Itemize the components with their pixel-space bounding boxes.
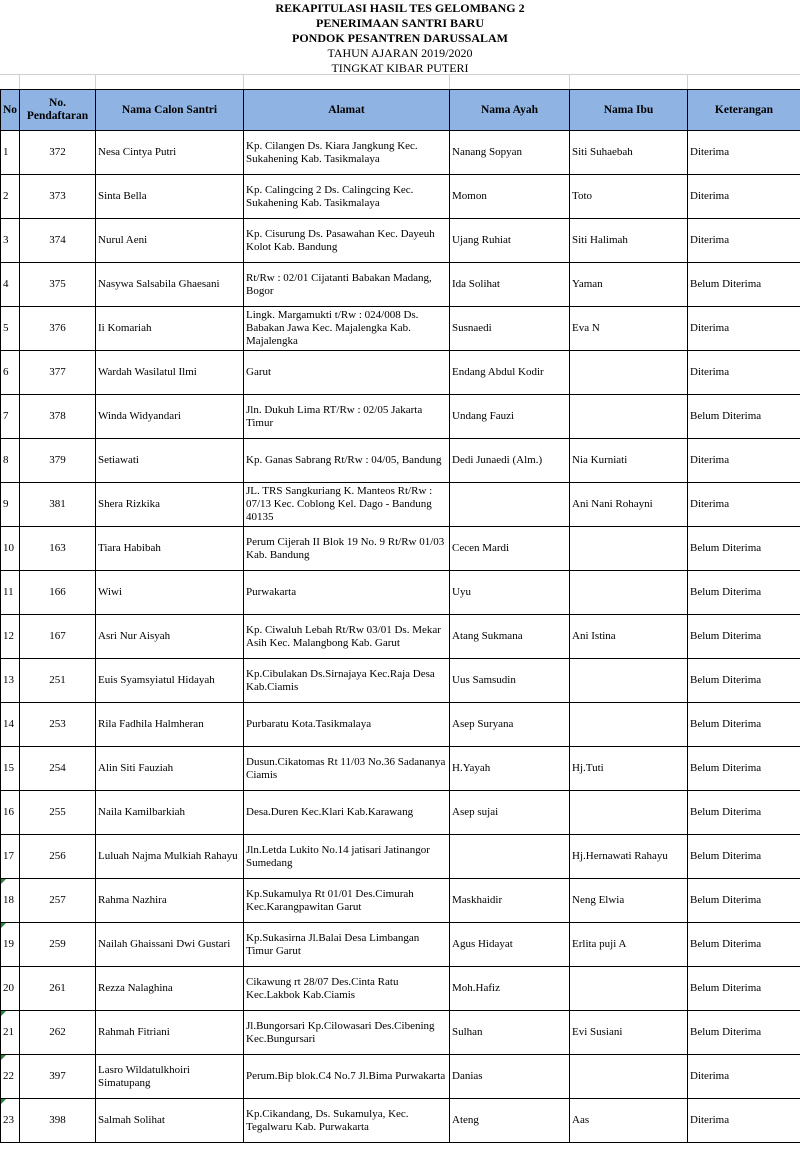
- cell-student-name[interactable]: Rezza Nalaghina: [96, 967, 244, 1011]
- header-no: No: [1, 90, 20, 131]
- cell-no-text: 22: [3, 1070, 14, 1082]
- cell-remarks[interactable]: Belum Diterima: [688, 659, 800, 703]
- cell-student-name[interactable]: Tiara Habibah: [96, 527, 244, 571]
- table-row: [1, 1099, 800, 1143]
- cell-mother-name[interactable]: Evi Susiani: [570, 1011, 688, 1055]
- cell-remarks[interactable]: Diterima: [688, 439, 800, 483]
- table-row: [1, 307, 800, 351]
- report-title: REKAPITULASI HASIL TES GELOMBANG 2: [275, 1, 525, 15]
- cell-father-name[interactable]: Uyu: [450, 571, 570, 615]
- cell-registration-number[interactable]: 261: [20, 967, 96, 1011]
- cell-no[interactable]: 1: [1, 131, 20, 175]
- cell-mother-name[interactable]: Neng Elwia: [570, 879, 688, 923]
- cell-registration-number[interactable]: 255: [20, 791, 96, 835]
- cell-no[interactable]: 14: [1, 703, 20, 747]
- cell-mother-name[interactable]: Toto: [570, 175, 688, 219]
- cell-no[interactable]: 20: [1, 967, 20, 1011]
- cell-father-name[interactable]: Asep Suryana: [450, 703, 570, 747]
- cell-no[interactable]: 5: [1, 307, 20, 351]
- cell-registration-number[interactable]: 373: [20, 175, 96, 219]
- cell-remarks[interactable]: Diterima: [688, 307, 800, 351]
- cell-registration-number[interactable]: 379: [20, 439, 96, 483]
- cell-father-name[interactable]: [450, 483, 570, 527]
- report-subtitle: PENERIMAAN SANTRI BARU: [315, 16, 484, 30]
- table-row: [1, 923, 800, 967]
- cell-registration-number[interactable]: 166: [20, 571, 96, 615]
- cell-no-text: 18: [3, 894, 14, 906]
- cell-address[interactable]: Desa.Duren Kec.Klari Kab.Karawang: [244, 791, 450, 835]
- cell-no[interactable]: 11: [1, 571, 20, 615]
- cell-mother-name[interactable]: [570, 659, 688, 703]
- cell-mother-name[interactable]: Yaman: [570, 263, 688, 307]
- cell-student-name[interactable]: Sinta Bella: [96, 175, 244, 219]
- table-row: [1, 527, 800, 571]
- header-mother-name: Nama Ibu: [570, 90, 688, 131]
- cell-registration-number[interactable]: 256: [20, 835, 96, 879]
- cell-remarks[interactable]: Diterima: [688, 483, 800, 527]
- cell-mother-name[interactable]: Erlita puji A: [570, 923, 688, 967]
- comment-marker-icon: [1, 1099, 6, 1104]
- cell-student-name[interactable]: Ii Komariah: [96, 307, 244, 351]
- cell-address[interactable]: Rt/Rw : 02/01 Cijatanti Babakan Madang, Bogor: [244, 263, 450, 307]
- cell-registration-number[interactable]: 253: [20, 703, 96, 747]
- results-table: [0, 89, 800, 1143]
- cell-no-text: 21: [3, 1026, 14, 1038]
- cell-remarks[interactable]: Belum Diterima: [688, 747, 800, 791]
- table-row: [1, 483, 800, 527]
- cell-address[interactable]: Purwakarta: [244, 571, 450, 615]
- cell-registration-number[interactable]: 374: [20, 219, 96, 263]
- cell-father-name[interactable]: [450, 835, 570, 879]
- table-row: [1, 439, 800, 483]
- cell-no[interactable]: 4: [1, 263, 20, 307]
- cell-registration-number[interactable]: 251: [20, 659, 96, 703]
- cell-remarks[interactable]: Diterima: [688, 131, 800, 175]
- cell-student-name[interactable]: Rila Fadhila Halmheran: [96, 703, 244, 747]
- cell-remarks[interactable]: Diterima: [688, 175, 800, 219]
- cell-no[interactable]: 13: [1, 659, 20, 703]
- table-row: [1, 703, 800, 747]
- cell-mother-name[interactable]: [570, 791, 688, 835]
- gridline: [569, 74, 570, 89]
- cell-registration-number[interactable]: 257: [20, 879, 96, 923]
- cell-mother-name[interactable]: [570, 527, 688, 571]
- cell-registration-number[interactable]: 167: [20, 615, 96, 659]
- cell-student-name[interactable]: Luluah Najma Mulkiah Rahayu: [96, 835, 244, 879]
- cell-remarks[interactable]: Diterima: [688, 1055, 800, 1099]
- table-header-row: [1, 90, 800, 131]
- cell-remarks[interactable]: Belum Diterima: [688, 923, 800, 967]
- cell-mother-name[interactable]: Eva N: [570, 307, 688, 351]
- cell-registration-number[interactable]: 381: [20, 483, 96, 527]
- cell-address[interactable]: Kp. Ciwaluh Lebah Rt/Rw 03/01 Ds. Mekar Asih Kec. Malangbong Kab. Garut: [244, 615, 450, 659]
- cell-student-name[interactable]: Rahma Nazhira: [96, 879, 244, 923]
- cell-no[interactable]: 8: [1, 439, 20, 483]
- cell-student-name[interactable]: Alin Siti Fauziah: [96, 747, 244, 791]
- cell-remarks[interactable]: Belum Diterima: [688, 791, 800, 835]
- cell-mother-name[interactable]: Ani Istina: [570, 615, 688, 659]
- cell-remarks[interactable]: Belum Diterima: [688, 615, 800, 659]
- cell-student-name[interactable]: Winda Widyandari: [96, 395, 244, 439]
- level-label: TINGKAT KIBAR PUTERI: [331, 61, 469, 75]
- comment-marker-icon: [1, 1055, 6, 1060]
- cell-registration-number[interactable]: 372: [20, 131, 96, 175]
- cell-no[interactable]: [1, 1011, 20, 1055]
- table-row: [1, 879, 800, 923]
- cell-mother-name[interactable]: [570, 967, 688, 1011]
- cell-address[interactable]: Kp.Cibulakan Ds.Sirnajaya Kec.Raja Desa Kab.Ciamis: [244, 659, 450, 703]
- table-row: [1, 747, 800, 791]
- cell-remarks[interactable]: Belum Diterima: [688, 703, 800, 747]
- cell-mother-name[interactable]: [570, 571, 688, 615]
- cell-father-name[interactable]: Maskhaidir: [450, 879, 570, 923]
- cell-no[interactable]: 6: [1, 351, 20, 395]
- gridline: [687, 74, 688, 89]
- cell-student-name[interactable]: Wardah Wasilatul Ilmi: [96, 351, 244, 395]
- gridline: [449, 74, 450, 89]
- cell-registration-number[interactable]: 163: [20, 527, 96, 571]
- cell-father-name[interactable]: Susnaedi: [450, 307, 570, 351]
- cell-address[interactable]: Dusun.Cikatomas Rt 11/03 No.36 Sadananya Ciamis: [244, 747, 450, 791]
- institution-name: PONDOK PESANTREN DARUSSALAM: [291, 31, 509, 45]
- cell-remarks[interactable]: Belum Diterima: [688, 395, 800, 439]
- header-father-name: Nama Ayah: [450, 90, 570, 131]
- comment-marker-icon: [1, 1011, 6, 1016]
- cell-no[interactable]: 12: [1, 615, 20, 659]
- cell-address[interactable]: Jln. Dukuh Lima RT/Rw : 02/05 Jakarta Timur: [244, 395, 450, 439]
- cell-student-name[interactable]: Nesa Cintya Putri: [96, 131, 244, 175]
- table-row: [1, 835, 800, 879]
- cell-mother-name[interactable]: Hj.Tuti: [570, 747, 688, 791]
- cell-student-name[interactable]: Shera Rizkika: [96, 483, 244, 527]
- cell-student-name[interactable]: Setiawati: [96, 439, 244, 483]
- cell-remarks[interactable]: Diterima: [688, 351, 800, 395]
- cell-father-name[interactable]: Danias: [450, 1055, 570, 1099]
- cell-father-name[interactable]: Asep sujai: [450, 791, 570, 835]
- table-row: [1, 615, 800, 659]
- cell-mother-name[interactable]: [570, 703, 688, 747]
- cell-remarks[interactable]: Belum Diterima: [688, 527, 800, 571]
- cell-remarks[interactable]: Belum Diterima: [688, 879, 800, 923]
- cell-registration-number[interactable]: 376: [20, 307, 96, 351]
- table-row: [1, 175, 800, 219]
- cell-address[interactable]: Cikawung rt 28/07 Des.Cinta Ratu Kec.Lakbok Kab.Ciamis: [244, 967, 450, 1011]
- cell-remarks[interactable]: Belum Diterima: [688, 967, 800, 1011]
- cell-registration-number[interactable]: 398: [20, 1099, 96, 1143]
- academic-year: TAHUN AJARAN 2019/2020: [327, 46, 473, 60]
- cell-address[interactable]: Kp. Cisurung Ds. Pasawahan Kec. Dayeuh Kolot Kab. Bandung: [244, 219, 450, 263]
- header-student-name: Nama Calon Santri: [96, 90, 244, 131]
- cell-registration-number[interactable]: 378: [20, 395, 96, 439]
- cell-student-name[interactable]: Euis Syamsyiatul Hidayah: [96, 659, 244, 703]
- cell-father-name[interactable]: Agus Hidayat: [450, 923, 570, 967]
- cell-remarks[interactable]: Belum Diterima: [688, 1011, 800, 1055]
- cell-registration-number[interactable]: 397: [20, 1055, 96, 1099]
- cell-father-name[interactable]: Endang Abdul Kodir: [450, 351, 570, 395]
- table-row: [1, 395, 800, 439]
- cell-address[interactable]: Kp. Cilangen Ds. Kiara Jangkung Kec. Sukahening Kab. Tasikmalaya: [244, 131, 450, 175]
- cell-father-name[interactable]: Momon: [450, 175, 570, 219]
- cell-registration-number[interactable]: 259: [20, 923, 96, 967]
- comment-marker-icon: [1, 923, 6, 928]
- cell-father-name[interactable]: Sulhan: [450, 1011, 570, 1055]
- cell-student-name[interactable]: Asri Nur Aisyah: [96, 615, 244, 659]
- gridline: [243, 74, 244, 89]
- cell-registration-number[interactable]: 377: [20, 351, 96, 395]
- cell-address[interactable]: Garut: [244, 351, 450, 395]
- cell-father-name[interactable]: H.Yayah: [450, 747, 570, 791]
- cell-father-name[interactable]: Moh.Hafiz: [450, 967, 570, 1011]
- cell-address[interactable]: Perum Cijerah II Blok 19 No. 9 Rt/Rw 01/03 Kab. Bandung: [244, 527, 450, 571]
- cell-address[interactable]: Lingk. Margamukti t/Rw : 024/008 Ds. Babakan Jawa Kec. Majalengka Kab. Majalengka: [244, 307, 450, 351]
- gridline: [95, 74, 96, 89]
- cell-address[interactable]: Jl.Bungorsari Kp.Cilowasari Des.Cibening Kec.Bungursari: [244, 1011, 450, 1055]
- cell-mother-name[interactable]: Aas: [570, 1099, 688, 1143]
- cell-address[interactable]: Kp.Cikandang, Ds. Sukamulya, Kec. Tegalwaru Kab. Purwakarta: [244, 1099, 450, 1143]
- cell-mother-name[interactable]: [570, 351, 688, 395]
- cell-student-name[interactable]: Rahmah Fitriani: [96, 1011, 244, 1055]
- table-row: [1, 571, 800, 615]
- cell-address[interactable]: JL. TRS Sangkuriang K. Manteos Rt/Rw : 07/13 Kec. Coblong Kel. Dago - Bandung 40135: [244, 483, 450, 527]
- cell-no[interactable]: 17: [1, 835, 20, 879]
- cell-student-name[interactable]: Nailah Ghaissani Dwi Gustari: [96, 923, 244, 967]
- header-remarks: Keterangan: [688, 90, 800, 131]
- cell-father-name[interactable]: Uus Samsudin: [450, 659, 570, 703]
- cell-father-name[interactable]: Undang Fauzi: [450, 395, 570, 439]
- cell-no[interactable]: 10: [1, 527, 20, 571]
- cell-mother-name[interactable]: [570, 395, 688, 439]
- cell-remarks[interactable]: Diterima: [688, 219, 800, 263]
- table-row: [1, 1055, 800, 1099]
- cell-address[interactable]: Kp. Ganas Sabrang Rt/Rw : 04/05, Bandung: [244, 439, 450, 483]
- cell-student-name[interactable]: Salmah Solihat: [96, 1099, 244, 1143]
- cell-father-name[interactable]: Atang Sukmana: [450, 615, 570, 659]
- cell-student-name[interactable]: Lasro Wildatulkhoiri Simatupang: [96, 1055, 244, 1099]
- cell-no[interactable]: 9: [1, 483, 20, 527]
- cell-no[interactable]: [1, 923, 20, 967]
- cell-no-text: 19: [3, 938, 14, 950]
- header-registration-number: No. Pendaftaran: [20, 90, 96, 131]
- table-row: [1, 791, 800, 835]
- table-row: [1, 659, 800, 703]
- cell-no[interactable]: 16: [1, 791, 20, 835]
- cell-father-name[interactable]: Ida Solihat: [450, 263, 570, 307]
- cell-registration-number[interactable]: 375: [20, 263, 96, 307]
- cell-no[interactable]: [1, 879, 20, 923]
- cell-remarks[interactable]: Belum Diterima: [688, 263, 800, 307]
- cell-remarks[interactable]: Belum Diterima: [688, 835, 800, 879]
- cell-student-name[interactable]: Nasywa Salsabila Ghaesani: [96, 263, 244, 307]
- cell-no-text: 23: [3, 1114, 14, 1126]
- gridline: [19, 74, 20, 89]
- cell-no[interactable]: [1, 1055, 20, 1099]
- cell-registration-number[interactable]: 262: [20, 1011, 96, 1055]
- table-row: [1, 131, 800, 175]
- cell-no[interactable]: 15: [1, 747, 20, 791]
- cell-address[interactable]: Perum.Bip blok.C4 No.7 Jl.Bima Purwakarta: [244, 1055, 450, 1099]
- cell-remarks[interactable]: Belum Diterima: [688, 571, 800, 615]
- cell-father-name[interactable]: Ujang Ruhiat: [450, 219, 570, 263]
- cell-address[interactable]: Kp.Sukamulya Rt 01/01 Des.Cimurah Kec.Karangpawitan Garut: [244, 879, 450, 923]
- cell-father-name[interactable]: Dedi Junaedi (Alm.): [450, 439, 570, 483]
- cell-student-name[interactable]: Naila Kamilbarkiah: [96, 791, 244, 835]
- cell-no[interactable]: [1, 1099, 20, 1143]
- cell-student-name[interactable]: Nurul Aeni: [96, 219, 244, 263]
- cell-no[interactable]: 7: [1, 395, 20, 439]
- cell-no[interactable]: 3: [1, 219, 20, 263]
- cell-mother-name[interactable]: Siti Halimah: [570, 219, 688, 263]
- cell-mother-name[interactable]: Nia Kurniati: [570, 439, 688, 483]
- cell-father-name[interactable]: Ateng: [450, 1099, 570, 1143]
- cell-father-name[interactable]: Cecen Mardi: [450, 527, 570, 571]
- cell-mother-name[interactable]: [570, 1055, 688, 1099]
- cell-mother-name[interactable]: Hj.Hernawati Rahayu: [570, 835, 688, 879]
- header-address: Alamat: [244, 90, 450, 131]
- cell-mother-name[interactable]: Ani Nani Rohayni: [570, 483, 688, 527]
- cell-no[interactable]: 2: [1, 175, 20, 219]
- cell-address[interactable]: Purbaratu Kota.Tasikmalaya: [244, 703, 450, 747]
- cell-registration-number[interactable]: 254: [20, 747, 96, 791]
- table-row: [1, 263, 800, 307]
- cell-address[interactable]: Kp.Sukasirna Jl.Balai Desa Limbangan Timur Garut: [244, 923, 450, 967]
- cell-address[interactable]: Jln.Letda Lukito No.14 jatisari Jatinangor Sumedang: [244, 835, 450, 879]
- table-row: [1, 1011, 800, 1055]
- table-row: [1, 219, 800, 263]
- cell-remarks[interactable]: Diterima: [688, 1099, 800, 1143]
- cell-father-name[interactable]: Nanang Sopyan: [450, 131, 570, 175]
- cell-mother-name[interactable]: Siti Suhaebah: [570, 131, 688, 175]
- table-row: [1, 351, 800, 395]
- cell-address[interactable]: Kp. Calingcing 2 Ds. Calingcing Kec. Sukahening Kab. Tasikmalaya: [244, 175, 450, 219]
- table-row: [1, 967, 800, 1011]
- comment-marker-icon: [1, 879, 6, 884]
- cell-student-name[interactable]: Wiwi: [96, 571, 244, 615]
